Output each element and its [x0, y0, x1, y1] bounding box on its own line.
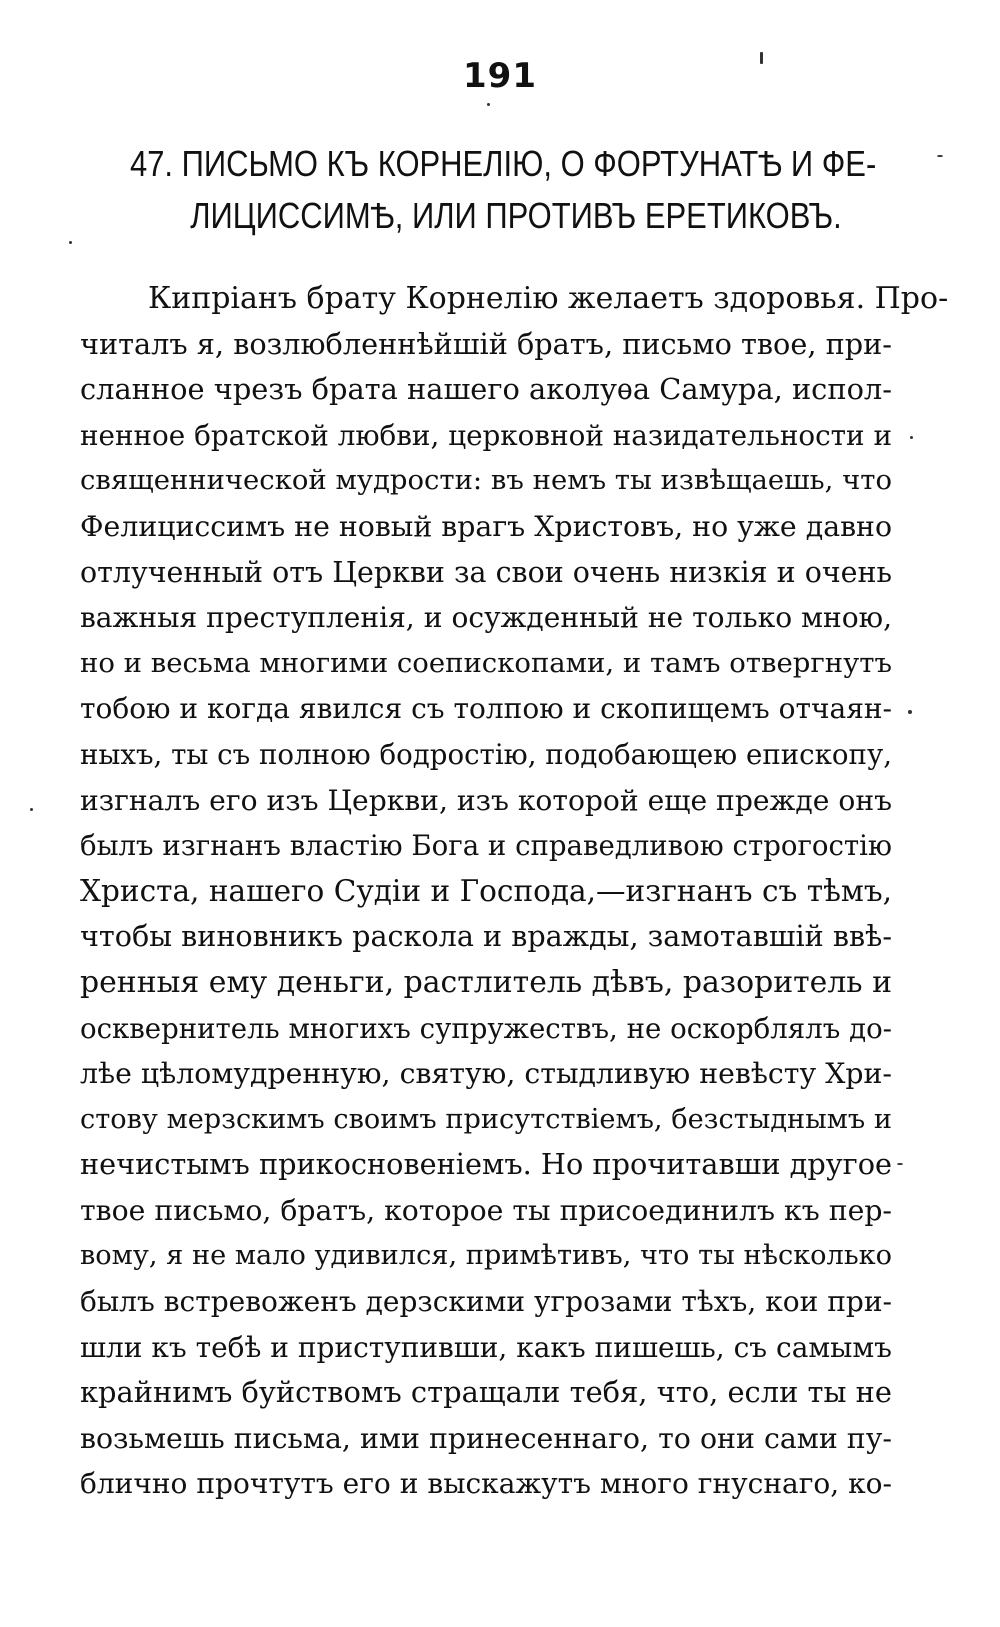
body-line: вому, я не мало удивился, примѣтивъ, что ты нѣсколько — [80, 1240, 892, 1272]
body-line: читалъ я, возлюбленнѣйшій братъ, письмо твое, при- — [80, 326, 892, 361]
body-line: священнической мудрости: въ немъ ты извѣщаешь, что — [80, 465, 892, 497]
scan-speck — [897, 1163, 903, 1165]
body-line: былъ встревоженъ дерзскими угрозами тѣхъ, кои при- — [80, 1285, 892, 1319]
scan-speck — [908, 710, 912, 714]
scan-speck — [487, 103, 490, 106]
body-line: лѣе цѣломудренную, святую, стыдливую невѣсту Хри- — [80, 1057, 892, 1091]
heading-line-2: ЛИЦИССИМѢ, ИЛИ ПРОТИВЪ ЕРЕТИКОВЪ. — [190, 195, 842, 236]
body-line: твое письмо, братъ, которое ты присоединилъ къ пер- — [80, 1193, 892, 1227]
body-line: отлученный отъ Церкви за свои очень низкія и очень — [80, 555, 892, 589]
scan-speck — [760, 52, 763, 64]
body-line: нечистымъ прикосновеніемъ. Но прочитавши другое — [80, 1147, 892, 1182]
body-line: былъ изгнанъ властію Бога и справедливою строгостію — [80, 829, 892, 863]
body-line: изгналъ его изъ Церкви, изъ которой еще прежде онъ — [80, 783, 892, 817]
body-line: ненное братской любви, церковной назидательности и — [80, 418, 892, 452]
scan-speck — [910, 436, 913, 439]
body-line: ныхъ, ты съ полною бодростію, подобающею епископу, — [80, 737, 892, 771]
body-line: шли къ тебѣ и приступивши, какъ пишешь, съ самымъ — [80, 1330, 892, 1364]
page-number: 191 — [463, 56, 537, 96]
body-line: Фелициссимъ не новый врагъ Христовъ, но уже давно — [80, 509, 893, 543]
letter-heading — [130, 138, 877, 242]
body-line: стову мерзскимъ своимъ присутствіемъ, безстыднымъ и — [80, 1103, 892, 1135]
letter-body — [80, 276, 949, 1507]
body-line: но и весьма многими соепископами, и тамъ отвергнутъ — [80, 646, 892, 679]
body-line: крайнимъ буйствомъ стращали тебя, что, если ты не — [80, 1375, 892, 1410]
body-line: блично прочтутъ его и выскажутъ много гнуснаго, ко- — [80, 1467, 892, 1501]
body-line: Христа, нашего Судіи и Господа,—изгнанъ съ тѣмъ, — [80, 873, 892, 908]
body-line: Кипріанъ брату Корнелію желаетъ здоровья. Про- — [148, 281, 949, 316]
body-line: возьмешь письма, ими принесеннаго, то они сами пу- — [80, 1421, 892, 1455]
heading-line-1: 47. ПИСЬМО КЪ КОРНЕЛІЮ, О ФОРТУНАТѢ И ФЕ- — [130, 143, 877, 184]
body-line: сланное чрезъ брата нашего аколуѳа Самура, испол- — [80, 372, 892, 407]
body-line: ренныя ему деньги, растлитель дѣвъ, разоритель и — [80, 964, 892, 1000]
scan-speck — [69, 241, 72, 244]
body-line: важныя преступленія, и осужденный не только мною, — [80, 601, 892, 635]
body-line: чтобы виновникъ раскола и вражды, замотавшій ввѣ- — [80, 919, 892, 954]
scan-speck — [937, 155, 943, 157]
body-line: тобою и когда явился съ толпою и скопищемъ отчаян- — [80, 692, 892, 726]
body-line: осквернитель многихъ супружествъ, не оскорблялъ до- — [80, 1011, 892, 1045]
scan-speck — [30, 808, 33, 811]
